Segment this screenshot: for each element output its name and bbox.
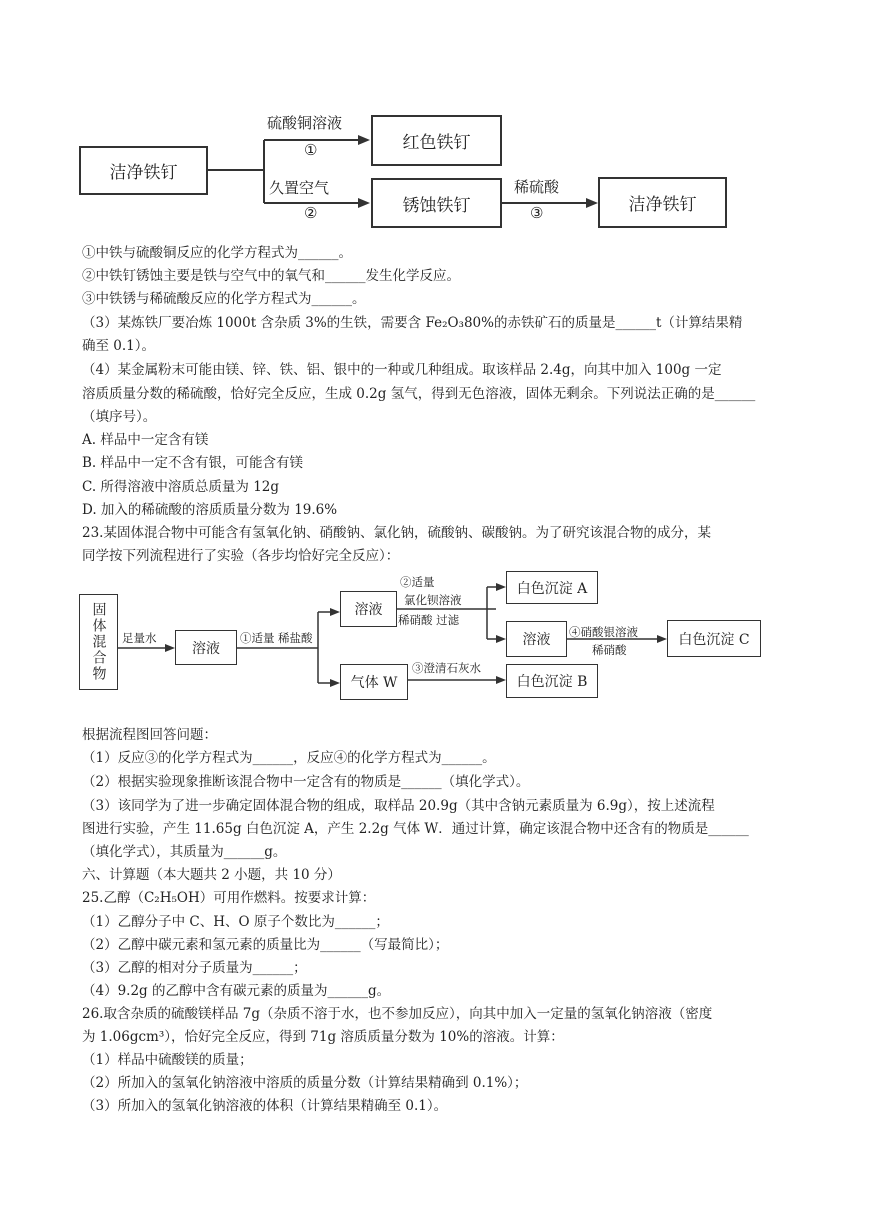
silver-nitrate-label: ④硝酸银溶液	[569, 625, 638, 639]
solution-1-box: 溶液	[175, 630, 237, 665]
solid-mixture-box	[79, 594, 118, 690]
text-line: （1）样品中硫酸镁的质量；	[82, 1052, 253, 1068]
air-exposure-label: 久置空气	[269, 179, 330, 197]
text-line: 根据流程图回答问题：	[82, 727, 217, 743]
solution-3-box: 溶液	[506, 621, 567, 657]
option-a: A. 样品中一定含有镁	[82, 432, 209, 448]
barium-chloride-label-3: 稀硝酸 过滤	[398, 613, 460, 627]
text-line: （3）乙醇的相对分子质量为______；	[82, 960, 307, 976]
clean-nail-end-box: 洁净铁钉	[598, 177, 727, 228]
text-line: （1）乙醇分子中 C、H、O 原子个数比为______；	[82, 914, 389, 930]
text-line: 为 1.06gcm³），恰好完全反应，得到 71g 溶质质量分数为 10%的溶液。计算：	[82, 1029, 564, 1045]
white-precipitate-b-box: 白色沉淀 B	[506, 664, 598, 698]
step-3-label: ③	[530, 204, 544, 222]
text-line: 图进行实验，产生 11.65g 白色沉淀 A，产生 2.2g 气体 W．通过计算，确定该混合物中还含有的物质是______	[82, 821, 749, 837]
white-precipitate-a-box: 白色沉淀 A	[506, 571, 598, 604]
option-c: C. 所得溶液中溶质总质量为 12g	[82, 479, 280, 495]
solution-2-box: 溶液	[340, 591, 397, 627]
option-b: B. 样品中一定不含有银，可能含有镁	[82, 455, 304, 471]
text-line: 23.某固体混合物中可能含有氢氧化钠、硝酸钠、氯化钠，硫酸钠、碳酸钠。为了研究该混合物的成分，某	[82, 525, 711, 541]
text-line: 25.乙醇（C₂H₅OH）可用作燃料。按要求计算：	[82, 890, 376, 906]
text-line: （填序号）。	[82, 409, 157, 425]
option-d: D. 加入的稀硫酸的溶质质量分数为 19.6%	[82, 502, 338, 518]
water-label: 足量水	[122, 631, 157, 645]
text-line: （3）某炼铁厂要冶炼 1000t 含杂质 3%的生铁，需要含 Fe₂O₃80%的赤铁矿石的质量是______t（计算结果精	[82, 315, 743, 331]
text-line: 溶质质量分数的稀硫酸，恰好完全反应，生成 0.2g 氢气，得到无色溶液，固体无剩余。下列说法正确的是______	[82, 386, 756, 402]
text-line: 同学按下列流程进行了实验（各步均恰好完全反应）：	[82, 548, 400, 564]
text-line: （2）所加入的氢氧化钠溶液中溶质的质量分数（计算结果精确到 0.1%）；	[82, 1075, 528, 1091]
text-line: （填化学式），其质量为______g。	[82, 844, 287, 860]
text-line: （4）某金属粉末可能由镁、锌、铁、铝、银中的一种或几种组成。取该样品 2.4g，向其中加入 100g 一定	[82, 362, 722, 378]
acid-step-label: ①适量	[240, 631, 275, 645]
solid-mixture-label: 固体混合物	[90, 602, 107, 682]
hydrochloric-acid-label: 稀盐酸	[278, 631, 313, 645]
text-line: （2）根据实验现象推断该混合物中一定含有的物质是______（填化学式）。	[82, 774, 530, 790]
section-heading: 六、计算题（本大题共 2 小题，共 10 分）	[82, 867, 341, 883]
text-line: （1）反应③的化学方程式为______，反应④的化学方程式为______。	[82, 750, 496, 766]
text-line: （2）乙醇中碳元素和氢元素的质量比为______（写最简比）；	[82, 937, 449, 953]
red-nail-box: 红色铁钉	[371, 115, 502, 166]
step-1-label: ①	[304, 141, 318, 159]
dilute-sulfuric-label: 稀硫酸	[514, 178, 560, 196]
clean-nail-box: 洁净铁钉	[79, 146, 208, 195]
text-line: （3）所加入的氢氧化钠溶液的体积（计算结果精确至 0.1）。	[82, 1098, 448, 1114]
text-line: （4）9.2g 的乙醇中含有碳元素的质量为______g。	[82, 983, 391, 999]
barium-chloride-label-1: ②适量	[400, 575, 435, 589]
step-2-label: ②	[304, 204, 318, 222]
text-line: ③中铁锈与稀硫酸反应的化学方程式为______。	[82, 291, 366, 307]
copper-sulfate-label: 硫酸铜溶液	[267, 114, 343, 132]
text-line: ①中铁与硫酸铜反应的化学方程式为______。	[82, 245, 352, 261]
text-line: ②中铁钉锈蚀主要是铁与空气中的氧气和______发生化学反应。	[82, 268, 460, 284]
limewater-label: ③澄清石灰水	[412, 661, 481, 675]
nitric-acid-label: 稀硝酸	[592, 643, 627, 657]
white-precipitate-c-box: 白色沉淀 C	[667, 620, 761, 657]
gas-w-box: 气体 W	[340, 664, 408, 700]
barium-chloride-label-2: 氯化钡溶液	[404, 593, 462, 607]
text-line: （3）该同学为了进一步确定固体混合物的组成，取样品 20.9g（其中含钠元素质量为 6.9g），按上述流程	[82, 798, 715, 814]
rusty-nail-box: 锈蚀铁钉	[371, 178, 502, 228]
text-line: 26.取含杂质的硫酸镁样品 7g（杂质不溶于水，也不参加反应），向其中加入一定量的氢氧化钠溶液（密度	[82, 1006, 713, 1022]
text-line: 确至 0.1）。	[82, 338, 156, 354]
